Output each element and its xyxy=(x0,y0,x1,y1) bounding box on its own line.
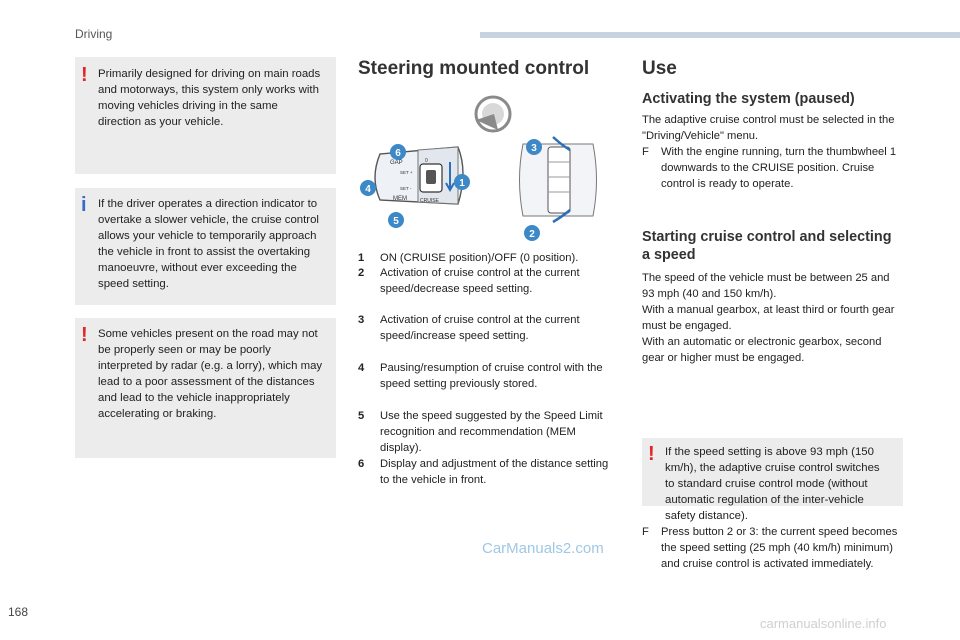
section-title: Driving xyxy=(75,27,113,41)
starting-text-1: The speed of the vehicle must be between 25 and 93 mph (40 and 150 km/h). xyxy=(642,272,890,300)
steering-diagram xyxy=(358,92,618,252)
set-minus-label: SET - xyxy=(400,186,412,191)
callout-5 xyxy=(388,212,404,228)
site-watermark: carmanualsonline.info xyxy=(760,616,887,631)
note-text: If the speed setting is above 93 mph (150 km/h), the adaptive cruise control switches to standard cruise control mode (without automatic regulation of the inter-vehicle safety distance). xyxy=(665,446,880,522)
callout-1 xyxy=(454,174,470,190)
note-text: Primarily designed for driving on main roads and motorways, this system only works with moving vehicles driving in the same direction as your vehicle. xyxy=(98,68,321,128)
starting-text-2: With a manual gearbox, at least third or fourth gear must be engaged. xyxy=(642,304,895,332)
callout-4 xyxy=(360,180,376,196)
note-text: Some vehicles present on the road may not be properly seen or may be poorly interpreted by radar (e.g. a lorry), which may lead to a poor assessment of the distances and lead to the vehicle inappropriately accelerating or braking. xyxy=(98,328,323,420)
steering-wheel-icon xyxy=(476,97,510,131)
svg-text:3: 3 xyxy=(531,143,537,154)
warning-icon: ! xyxy=(81,324,88,346)
cruise-control-diagram xyxy=(358,92,618,252)
svg-text:4: 4 xyxy=(365,184,371,195)
callout-3 xyxy=(526,139,542,155)
activating-heading: Activating the system (paused) xyxy=(642,91,855,107)
callout-2 xyxy=(524,225,540,241)
starting-heading: Starting cruise control and selecting a speed xyxy=(642,229,892,263)
warning-note-1 xyxy=(75,57,336,174)
gap-label: GAP xyxy=(390,160,403,166)
page-number: 168 xyxy=(8,605,29,619)
mem-label: MEM xyxy=(393,196,407,202)
warning-note-2 xyxy=(75,318,336,458)
svg-text:5: 5 xyxy=(393,216,399,227)
warning-note-3 xyxy=(642,438,903,522)
info-note xyxy=(75,188,336,305)
callout-6 xyxy=(390,144,406,160)
activating-text: The adaptive cruise control must be selected in the "Driving/Vehicle" menu. xyxy=(642,114,895,142)
bullet-icon: F xyxy=(642,526,649,538)
note-text: If the driver operates a direction indicator to overtake a slower vehicle, the cruise control allows your vehicle to temporarily approach the vehicle in front to assist the overtaking manoeuvre, without ever exceeding the speed setting. xyxy=(98,198,319,290)
activating-step xyxy=(642,144,904,192)
starting-text-3: With an automatic or electronic gearbox, second gear or higher must be engaged. xyxy=(642,336,882,364)
cruise-label: CRUISE xyxy=(420,198,439,204)
step-text: Press button 2 or 3: the current speed becomes the speed setting (25 mph (40 km/h) minimum) and cruise control is activated immediately. xyxy=(661,526,898,570)
svg-text:2: 2 xyxy=(529,229,535,240)
press-step xyxy=(642,524,904,572)
step-text: With the engine running, turn the thumbwheel 1 downwards to the CRUISE position. Cruise control is ready to operate. xyxy=(661,146,897,190)
svg-text:6: 6 xyxy=(395,148,401,159)
steering-title: Steering mounted control xyxy=(358,58,590,79)
info-icon: i xyxy=(81,194,87,216)
warning-icon: ! xyxy=(648,443,655,465)
watermark: CarManuals2.com xyxy=(482,540,604,557)
stalk-drawing xyxy=(375,147,463,204)
bullet-icon: F xyxy=(642,146,649,158)
header-bar xyxy=(480,32,960,38)
svg-text:1: 1 xyxy=(459,178,465,189)
use-title: Use xyxy=(642,58,677,79)
set-plus-label: SET + xyxy=(400,170,413,175)
warning-icon: ! xyxy=(81,64,88,86)
off-label: 0 xyxy=(425,158,428,164)
